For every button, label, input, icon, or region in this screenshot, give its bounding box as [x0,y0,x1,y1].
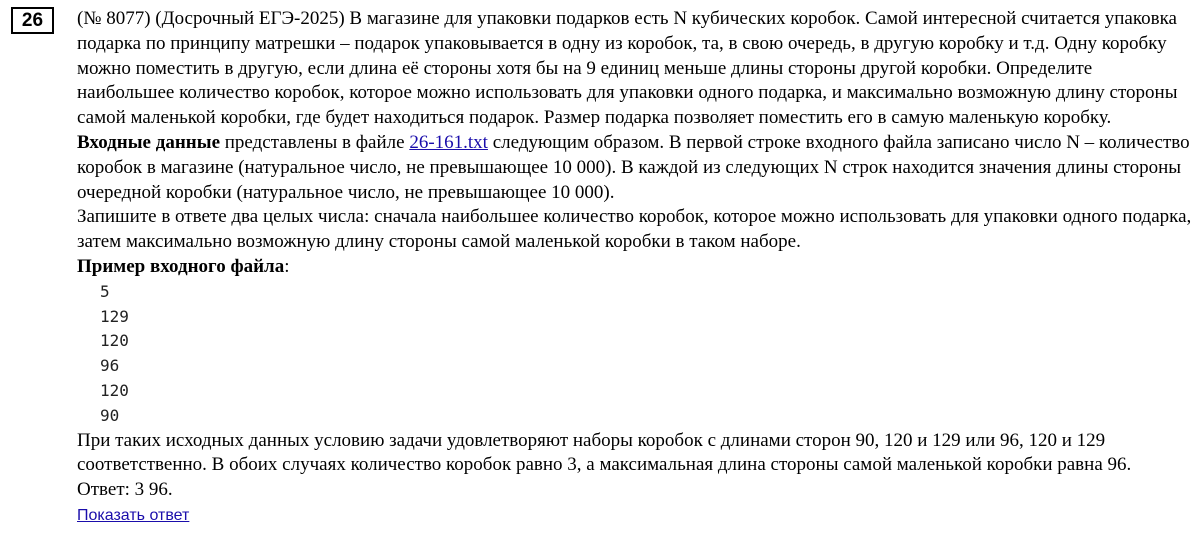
example-colon: : [284,255,290,277]
example-line: 120 [100,331,129,351]
example-line: 96 [100,356,120,376]
example-line: 129 [100,306,129,326]
input-text-after-link: следующим образом. В первой строке входного файла записано число N – количество коробок в магазине (натуральное число, не превышающее 10 000). В каждой из следующих N строк находится значения длины стороны очередной коробки (натуральное число, не превышающее 10 000). [77,131,1190,203]
file-link[interactable]: 26-161.txt [409,131,488,153]
explanation: При таких исходных данных условию задачи удовлетворяют наборы коробок с длинами сторон 90, 120 и 129 или 96, 120 и 129 соответственно. В обоих случаях количество коробок равно 3, а максимальная длина стороны самой маленькой коробки равна 96. [77,429,1132,476]
example-input-block [77,280,1192,429]
task-number-badge: 26 [11,7,54,34]
answer-instruction: Запишите в ответе два целых числа: сначала наибольшее количество коробок, которое можно использовать для упаковки одного подарка, затем максимально возможную длину стороны самой маленькой коробки в таком наборе. [77,206,1192,253]
example-heading [77,255,1192,280]
input-label: Входные данные [77,131,221,153]
input-description [77,131,1192,205]
task-intro: (№ 8077) (Досрочный ЕГЭ-2025) В магазине для упаковки подарков есть N кубических коробок. Самой интересной считается упаковка подарка по принципу матрешки – подарок упаковывается в одну из коробок, та, в свою очередь, в другую коробку и т.д. Одну коробку можно поместить в другую, если длина её стороны хотя бы на 9 единиц меньше длины стороны другой коробки. Определите наибольшее количество коробок, которое можно использовать для упаковки одного подарка, и максимально возможную длину стороны самой маленькой коробки, где будет находиться подарок. Размер подарка позволяет поместить его в самую маленькую коробку. [77,8,1178,129]
answer-text: Ответ: 3 96. [77,479,173,501]
task-content [77,7,1192,529]
example-line: 90 [100,405,120,425]
input-text-before-link: представлены в файле [220,131,410,153]
example-label: Пример входного файла [77,255,285,277]
example-line: 120 [100,380,129,400]
example-line: 5 [100,281,110,301]
show-answer-link[interactable]: Показать ответ [77,506,190,524]
